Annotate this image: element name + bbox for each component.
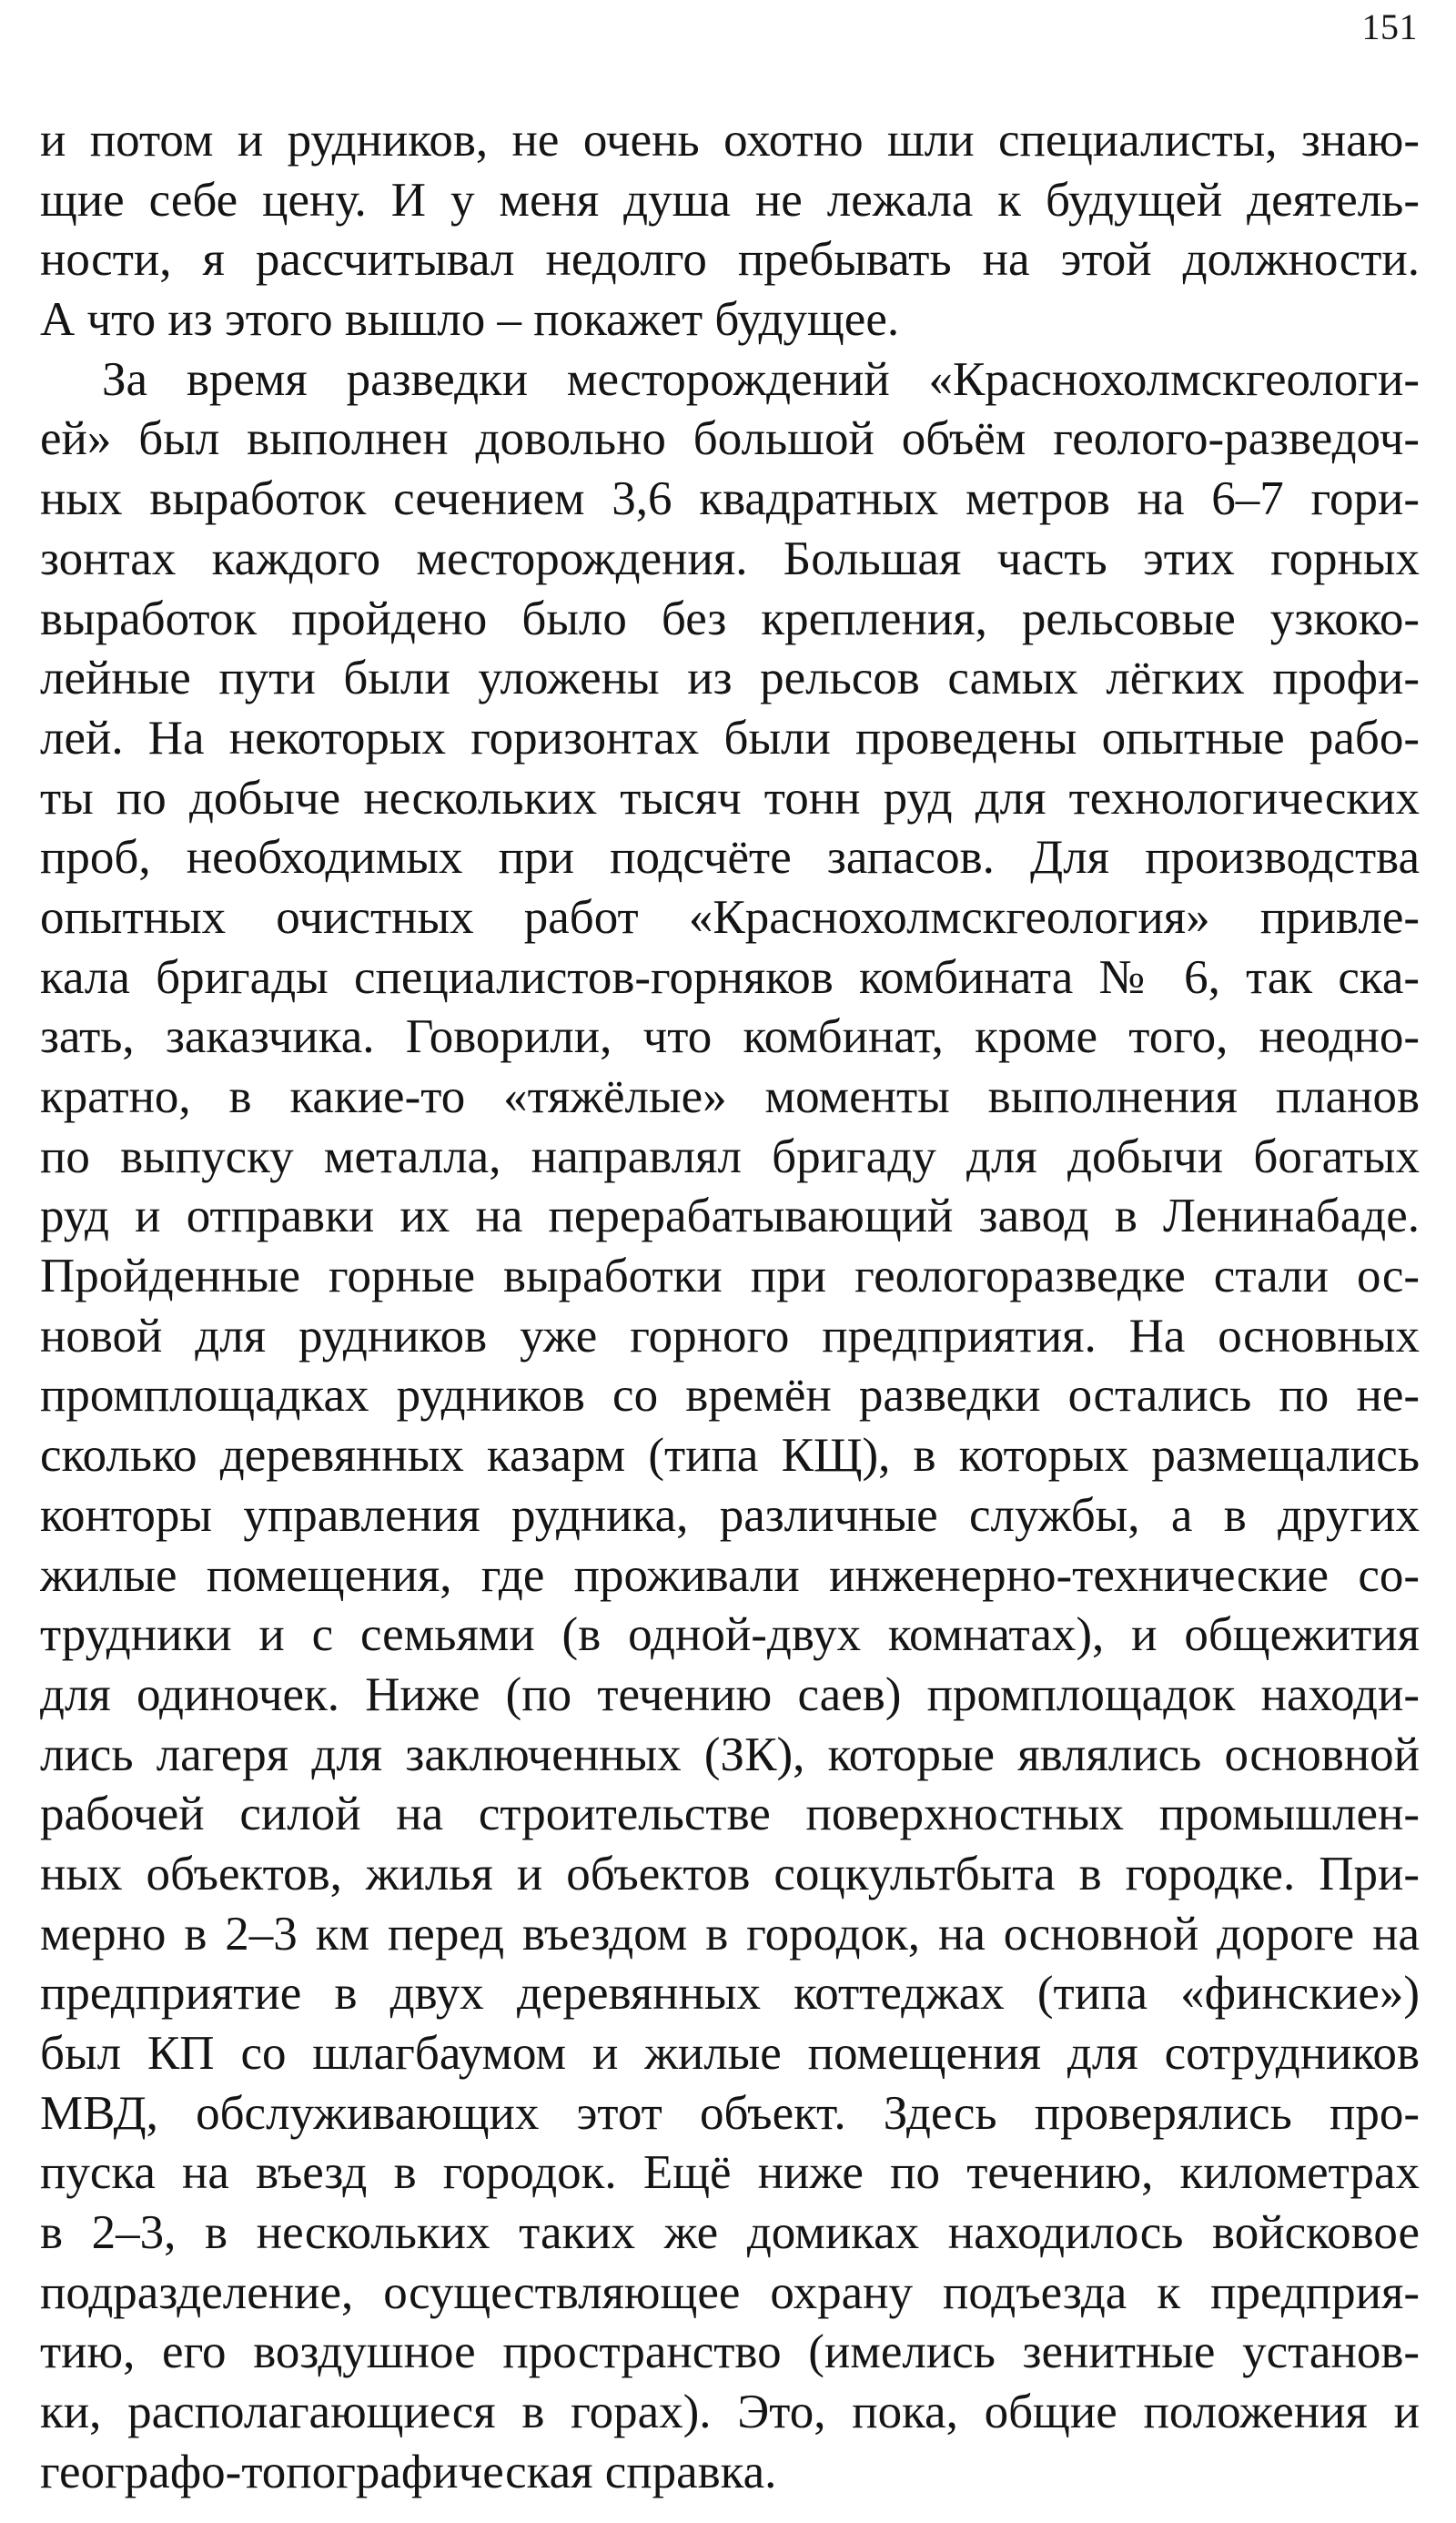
text-line: За время разведки месторождений «Краснохолмскгеологи- — [102, 352, 1420, 406]
text-line: ных объектов, жилья и объектов соцкультбыта в городке. При- — [40, 1847, 1420, 1900]
paragraph-2 — [40, 350, 1420, 2503]
text-line: подразделение, осуществляющее охрану подъезда к предприя- — [40, 2265, 1420, 2319]
text-line: тию, его воздушное пространство (имелись зенитные установ- — [40, 2325, 1420, 2379]
text-line: опытных очистных работ «Краснохолмскгеология» привле- — [40, 890, 1420, 944]
text-line: выработок пройдено было без крепления, рельсовые узкоко- — [40, 592, 1420, 645]
text-line: лейные пути были уложены из рельсов самых лёгких профи- — [40, 652, 1420, 705]
text-line: ности, я рассчитывал недолго пребывать на этой должности. — [40, 233, 1420, 287]
text-line: А что из этого вышло – покажет будущее. — [40, 293, 900, 347]
text-line: лись лагеря для заключенных (ЗК), которые являлись основной — [40, 1728, 1420, 1781]
text-line: Пройденные горные выработки при геологоразведке стали ос- — [40, 1250, 1420, 1303]
text-line: географо-топографическая справка. — [40, 2445, 777, 2498]
text-line: трудники и с семьями (в одной-двух комнатах), и общежития — [40, 1608, 1420, 1662]
text-line: в 2–3, в нескольких таких же домиках находилось войсковое — [40, 2206, 1420, 2260]
text-line: рабочей силой на строительстве поверхностных промышлен- — [40, 1788, 1420, 1841]
text-line: промплощадках рудников со времён разведки остались по не- — [40, 1369, 1420, 1423]
text-line: ки, располагающиеся в горах). Это, пока, общие положения и — [40, 2386, 1420, 2439]
text-line: по выпуску металла, направлял бригаду для добычи богатых — [40, 1130, 1420, 1183]
text-line: ных выработок сечением 3,6 квадратных метров на 6–7 гори- — [40, 472, 1420, 526]
text-line: и потом и рудников, не очень охотно шли специалисты, знаю- — [40, 114, 1420, 167]
text-line: ты по добыче нескольких тысяч тонн руд для технологических — [40, 771, 1420, 825]
text-line: лей. На некоторых горизонтах были проведены опытные рабо- — [40, 711, 1420, 765]
text-line: мерно в 2–3 км перед въездом в городок, на основной дороге на — [40, 1907, 1420, 1961]
text-line: руд и отправки их на перерабатывающий завод в Ленинабаде. — [40, 1190, 1420, 1243]
text-line: для одиночек. Ниже (по течению саев) промплощадок находи- — [40, 1667, 1420, 1721]
text-line: зонтах каждого месторождения. Большая часть этих горных — [40, 532, 1420, 585]
body-text — [40, 111, 1420, 2503]
text-line: предприятие в двух деревянных коттеджах (типа «финские») — [40, 1967, 1420, 2021]
text-line: пуска на въезд в городок. Ещё ниже по течению, километрах — [40, 2146, 1420, 2200]
text-line: кратно, в какие-то «тяжёлые» моменты выполнения планов — [40, 1070, 1420, 1123]
text-line: щие себе цену. И у меня душа не лежала к будущей деятель- — [40, 173, 1420, 227]
text-line: был КП со шлагбаумом и жилые помещения для сотрудников — [40, 2027, 1420, 2080]
paragraph-1 — [40, 111, 1420, 350]
text-line: жилые помещения, где проживали инженерно-технические со- — [40, 1548, 1420, 1602]
text-line: ей» был выполнен довольно большой объём геолого-разведоч- — [40, 412, 1420, 466]
text-line: МВД, обслуживающих этот объект. Здесь проверялись про- — [40, 2086, 1420, 2140]
text-line: сколько деревянных казарм (типа КЩ), в которых размещались — [40, 1429, 1420, 1483]
text-line: конторы управления рудника, различные службы, а в других — [40, 1488, 1420, 1542]
page-number: 151 — [1361, 6, 1418, 47]
text-line: новой для рудников уже горного предприятия. На основных — [40, 1309, 1420, 1363]
text-line: кала бригады специалистов-горняков комбината № 6, так ска- — [40, 950, 1420, 1004]
text-line: зать, заказчика. Говорили, что комбинат, кроме того, неодно- — [40, 1010, 1420, 1064]
text-line: проб, необходимых при подсчёте запасов. Для производства — [40, 831, 1420, 885]
